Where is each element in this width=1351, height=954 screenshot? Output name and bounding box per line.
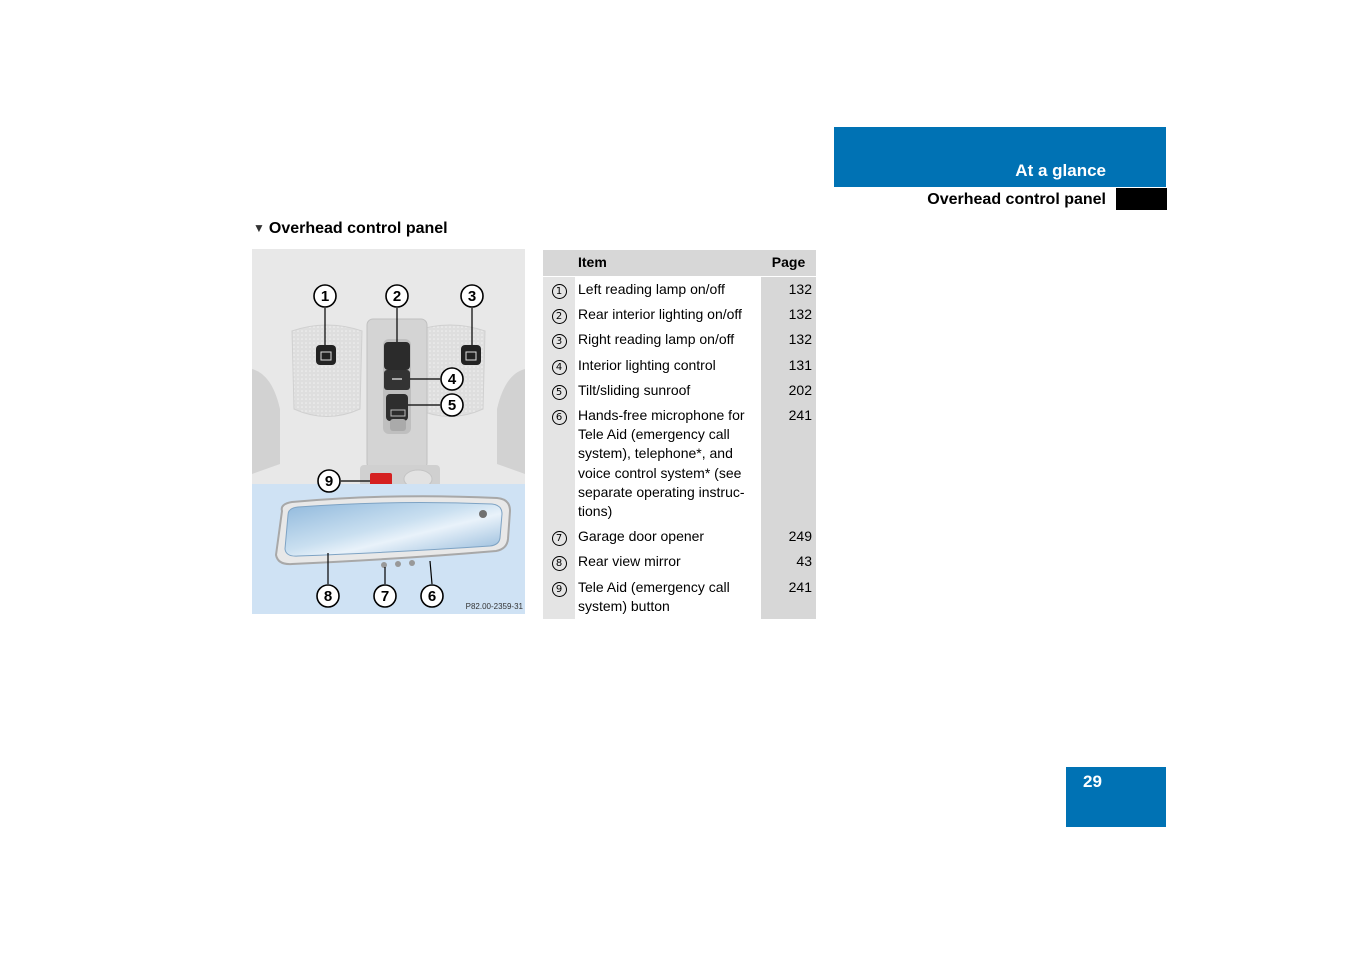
callout-9: 9	[324, 473, 334, 490]
table-row	[543, 524, 816, 549]
thumb-marker	[1116, 188, 1167, 210]
header-num	[543, 250, 575, 277]
right-lamp-button	[461, 345, 481, 365]
chapter-title: At a glance	[1015, 161, 1106, 180]
row-item: Left reading lamp on/off	[575, 277, 761, 303]
table-row	[543, 327, 816, 352]
row-page: 43	[761, 549, 816, 574]
row-page: 249	[761, 524, 816, 549]
row-number: 7	[552, 531, 567, 546]
row-item: Rear view mirror	[575, 549, 761, 574]
row-item: Rear interior lighting on/off	[575, 302, 761, 327]
running-head: Overhead control panel	[927, 191, 1106, 208]
section-title-text: Overhead control panel	[268, 220, 448, 237]
row-page: 202	[761, 378, 816, 403]
row-item: Tilt/sliding sunroof	[575, 378, 761, 403]
header-page: Page	[761, 250, 816, 277]
table-row	[543, 403, 816, 524]
callout-2: 2	[392, 288, 402, 305]
table-row	[543, 378, 816, 403]
row-page: 131	[761, 353, 816, 378]
left-lamp-button	[316, 345, 336, 365]
row-item: Interior lighting control	[575, 353, 761, 378]
section-marker-icon: ▼	[253, 221, 265, 235]
callout-3: 3	[467, 288, 477, 305]
section-title	[253, 218, 448, 240]
table-row	[543, 575, 816, 619]
row-item: Right reading lamp on/off	[575, 327, 761, 352]
row-item: Garage door opener	[575, 524, 761, 549]
row-item: Hands-free microphone for Tele Aid (emergency call system), telephone*, and voice control system* (see separate operating instruc-tions)	[575, 403, 761, 524]
callout-7: 7	[380, 588, 390, 605]
row-number: 3	[552, 334, 567, 349]
image-code: P82.00-2359-31	[465, 602, 523, 611]
row-item: Tele Aid (emergency call system) button	[575, 575, 761, 619]
row-page: 132	[761, 277, 816, 303]
row-page: 241	[761, 575, 816, 619]
callout-1: 1	[320, 288, 330, 305]
page-number: 29	[1083, 772, 1102, 791]
callout-5: 5	[447, 397, 457, 414]
row-number: 9	[552, 582, 567, 597]
callout-6: 6	[427, 588, 437, 605]
table-row	[543, 549, 816, 574]
table-row	[543, 277, 816, 303]
row-number: 6	[552, 410, 567, 425]
callout-4: 4	[447, 371, 457, 388]
row-number: 1	[552, 284, 567, 299]
row-page: 132	[761, 327, 816, 352]
header-item: Item	[575, 250, 761, 277]
chapter-tab	[834, 127, 1166, 187]
reference-table	[543, 250, 816, 619]
callout-8: 8	[323, 588, 333, 605]
row-page: 241	[761, 403, 816, 524]
overhead-panel-illustration	[252, 249, 525, 614]
row-number: 4	[552, 360, 567, 375]
table-row	[543, 302, 816, 327]
row-number: 5	[552, 385, 567, 400]
row-number: 2	[552, 309, 567, 324]
left-lamp-lens	[292, 325, 362, 417]
row-page: 132	[761, 302, 816, 327]
table-row	[543, 353, 816, 378]
row-number: 8	[552, 556, 567, 571]
page-number-tab	[1066, 767, 1166, 827]
table-header-row	[543, 250, 816, 277]
